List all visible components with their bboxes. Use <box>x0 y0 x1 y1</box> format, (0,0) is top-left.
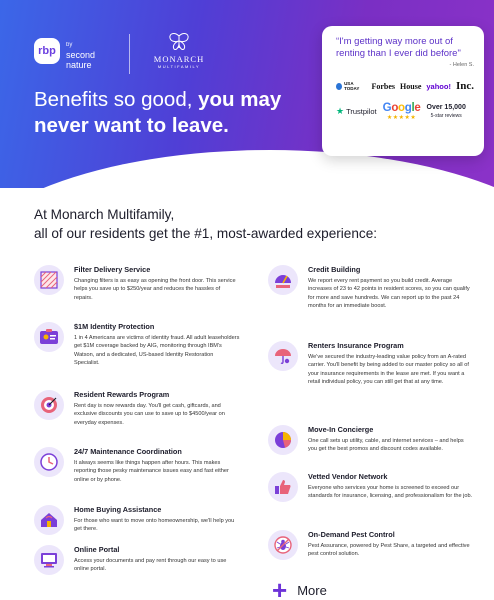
benefit-title: Move-In Concierge <box>308 425 374 434</box>
rbp-logo: rbp <box>34 38 60 64</box>
intro-line-2: all of our residents get the #1, most-awarded experience: <box>34 226 378 241</box>
benefit-vetted-vendor <box>268 472 474 502</box>
benefit-identity-protection <box>34 322 240 368</box>
filter-icon <box>34 265 64 295</box>
monarch-logo <box>150 32 208 69</box>
review-quote: “I'm getting way more out of renting than I ever did before" <box>336 36 461 59</box>
nature-label: nature <box>66 60 92 70</box>
review-count: Over 15,000 5-star reviews <box>426 103 466 119</box>
monarch-name: MONARCH <box>153 54 205 64</box>
benefit-title: $1M Identity Protection <box>74 322 155 331</box>
benefit-title: On-Demand Pest Control <box>308 530 395 539</box>
benefit-maintenance <box>34 447 240 484</box>
trustpilot-star-icon: ★ <box>336 106 345 116</box>
review-author: - Helen S. <box>449 62 474 68</box>
pie-icon <box>268 425 298 455</box>
usa-today-logo: USA TODAY <box>336 81 366 91</box>
hero-headline <box>34 87 314 139</box>
benefit-title: Online Portal <box>74 545 120 554</box>
benefit-title: 24/7 Maintenance Coordination <box>74 447 182 456</box>
benefit-desc: It always seems like things happen after hours. This makes reporting those pesky maintenance issues easy and fast either online or by phone. <box>74 460 229 483</box>
inc-logo: Inc. <box>455 80 474 92</box>
benefit-title: Renters Insurance Program <box>308 341 404 350</box>
benefit-title: Filter Delivery Service <box>74 265 151 274</box>
rewards-icon <box>34 390 64 420</box>
logo-divider <box>129 34 130 74</box>
headline-light: Benefits so good, <box>34 88 199 111</box>
butterfly-icon <box>168 32 190 52</box>
trustpilot-logo: ★ Trustpilot <box>336 106 377 116</box>
benefit-title: Credit Building <box>308 265 361 274</box>
intro-line-1: At Monarch Multifamily, <box>34 207 175 222</box>
google-stars-icon: ★★★★★ <box>386 115 417 121</box>
benefit-title: Vetted Vendor Network <box>308 472 388 481</box>
benefit-desc: Rent day is now rewards day. You'll get cash, giftcards, and exclusive discounts you can use to save up to $4500/year on everyday expenses. <box>74 403 225 426</box>
headline-bold: you may never want to leave. <box>34 88 282 137</box>
yahoo-logo: yahoo! <box>426 81 451 91</box>
benefit-desc: One call sets up utility, cable, and internet services – and helps you get the best promos and discount codes available. <box>308 438 464 453</box>
google-logo: Google <box>382 102 421 114</box>
rating-row <box>336 102 474 121</box>
benefit-title: Home Buying Assistance <box>74 505 162 514</box>
umbrella-icon <box>268 341 298 371</box>
benefit-renters-insurance <box>268 341 474 387</box>
benefit-move-in-concierge <box>268 425 474 455</box>
benefit-desc: 1 in 4 Americans are victims of identity fraud. All adult leaseholders get $1M coverage backed by AIG, monitoring through IBM's Watson, and a dedicated, US-based Identity Restoration Specialist. <box>74 335 240 367</box>
benefit-desc: Changing filters is as easy as opening the front door. This service helps you save up to $250/year and reduces the hassles of repairs. <box>74 278 236 301</box>
home-icon <box>34 505 64 535</box>
benefit-resident-rewards <box>34 390 240 427</box>
benefit-home-buying <box>34 505 240 535</box>
benefit-desc: Access your documents and pay rent through our easy to use online portal. <box>74 558 227 573</box>
benefit-pest-control <box>268 530 474 560</box>
benefit-desc: We've secured the industry-leading value policy from an A-rated carrier. You'll benefit by being added to our master policy so all of your insurance requirements in the lease are met. If you want a retail individual policy, you can still get that at any time. <box>308 354 469 386</box>
gauge-icon <box>268 265 298 295</box>
clock-icon <box>34 447 64 477</box>
google-rating <box>383 102 421 121</box>
forbes-logo: Forbes <box>371 81 396 91</box>
benefit-desc: We report every rent payment so you build credit. Average increases of 23 to 42 points in resident scores, so you can qualify for more and save hundreds. We can report up to the past 24 months for an immediate boost. <box>308 278 470 310</box>
intro-heading <box>34 205 474 243</box>
review-card <box>322 26 484 156</box>
id-card-icon <box>34 322 64 352</box>
benefit-desc: Everyone who services your home is screened to exceed our standards for insurance, licensing, and professionalism for the job. <box>308 485 473 500</box>
benefit-credit-building <box>268 265 474 311</box>
benefit-desc: For those who want to move onto homeownership, we'll help you get there. <box>74 518 235 533</box>
bug-icon <box>268 530 298 560</box>
more-label: More <box>297 582 327 598</box>
benefit-online-portal <box>34 545 240 575</box>
benefit-filter-delivery <box>34 265 240 302</box>
benefit-desc: Pest Assurance, powered by Pest Share, a targeted and effective pest control solution. <box>308 543 470 558</box>
press-logos <box>336 80 474 92</box>
by-label: by <box>66 42 73 48</box>
benefit-title: Resident Rewards Program <box>74 390 170 399</box>
plus-icon: + <box>272 575 288 600</box>
thumbs-up-icon <box>268 472 298 502</box>
more-link[interactable] <box>272 575 327 600</box>
second-label: second <box>66 50 96 60</box>
second-nature-logo <box>66 40 95 70</box>
computer-icon <box>34 545 64 575</box>
house-logo: House <box>400 81 422 91</box>
monarch-sub: MULTIFAMILY <box>157 64 201 69</box>
